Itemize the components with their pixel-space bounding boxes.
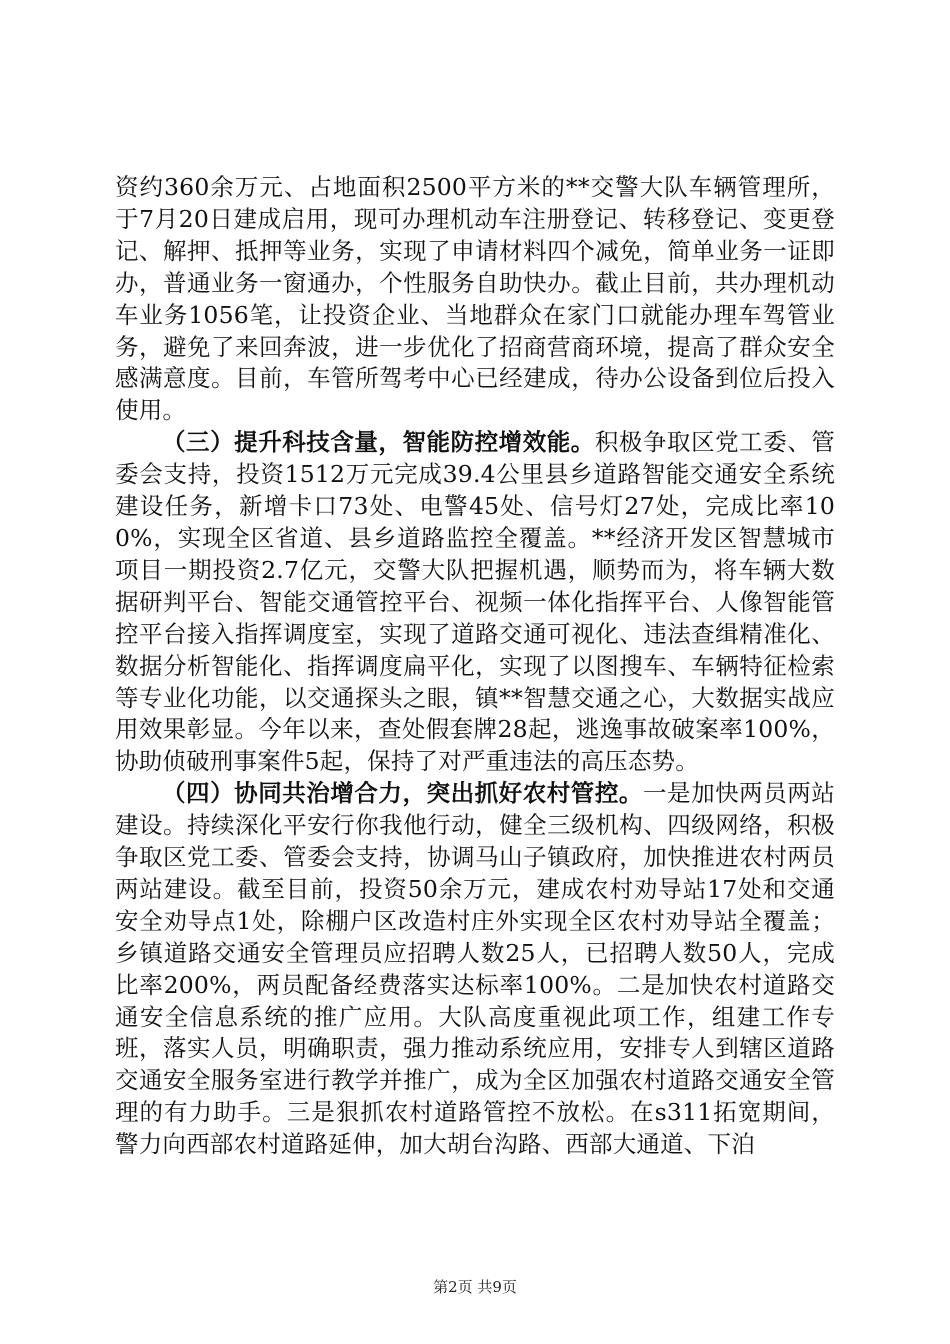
paragraph-continuation (115, 172, 835, 427)
section-heading: （三）提升科技含量，智能防控增效能。 (162, 428, 595, 457)
page-footer: 第2页 共9页 (433, 1278, 517, 1296)
document-body (115, 172, 835, 1161)
paragraph-text: 积极争取区党工委、管委会支持，投资1512万元完成39.4公里县乡道路智能交通安全系统建设任务，新增卡口73处、电警45处、信号灯27处，完成比率100%，实现全区省道、县乡道路监控全覆盖。**经济开发区智慧城市项目一期投资2.7亿元，交警大队把握机遇，顺势而为，将车辆大数据研判平台、智能交通管控平台、视频一体化指挥平台、人像智能管控平台接入指挥调度室，实现了道路交通可视化、违法查缉精准化、数据分析智能化、指挥调度扁平化，实现了以图搜车、车辆特征检索等专业化功能，以交通探头之眼，镇**智慧交通之心，大数据实战应用效果彰显。今年以来，查处假套牌28起，逃逸事故破案率100%，协助侦破刑事案件5起，保持了对严重违法的高压态势。 (115, 428, 836, 776)
paragraph-text: 资约360余万元、占地面积2500平方米的**交警大队车辆管理所，于7月20日建成启用，现可办理机动车注册登记、转移登记、变更登记、解押、抵押等业务，实现了申请材料四个减免，简单业务一证即办，普通业务一窗通办，个性服务自助快办。截止目前，共办理机动车业务1056笔，让投资企业、当地群众在家门口就能办理车驾管业务，避免了来回奔波，进一步优化了招商营商环境，提高了群众安全感满意度。目前，车管所驾考中心已经建成，待办公设备到位后投入使用。 (115, 173, 835, 425)
paragraph-section-3 (115, 427, 835, 778)
section-heading: （四）协同共治增合力，突出抓好农村管控。 (162, 779, 643, 808)
paragraph-text: 一是加快两员两站建设。持续深化平安行你我他行动，健全三级机构、四级网络，积极争取区党工委、管委会支持，协调马山子镇政府，加快推进农村两员两站建设。截至目前，投资50余万元，建成农村劝导站17处和交通安全劝导点1处，除棚户区改造村庄外实现全区农村劝导站全覆盖；乡镇道路交通安全管理员应招聘人数25人，已招聘人数50人，完成比率200%，两员配备经费落实达标率100%。二是加快农村道路交通安全信息系统的推广应用。大队高度重视此项工作，组建工作专班，落实人员，明确职责，强力推动系统应用，安排专人到辖区道路交通安全服务室进行教学并推广，成为全区加强农村道路交通安全管理的有力助手。三是狠抓农村道路管控不放松。在s311拓宽期间，警力向西部农村道路延伸，加大胡台沟路、西部大通道、下泊 (115, 779, 836, 1159)
paragraph-section-4 (115, 778, 835, 1161)
